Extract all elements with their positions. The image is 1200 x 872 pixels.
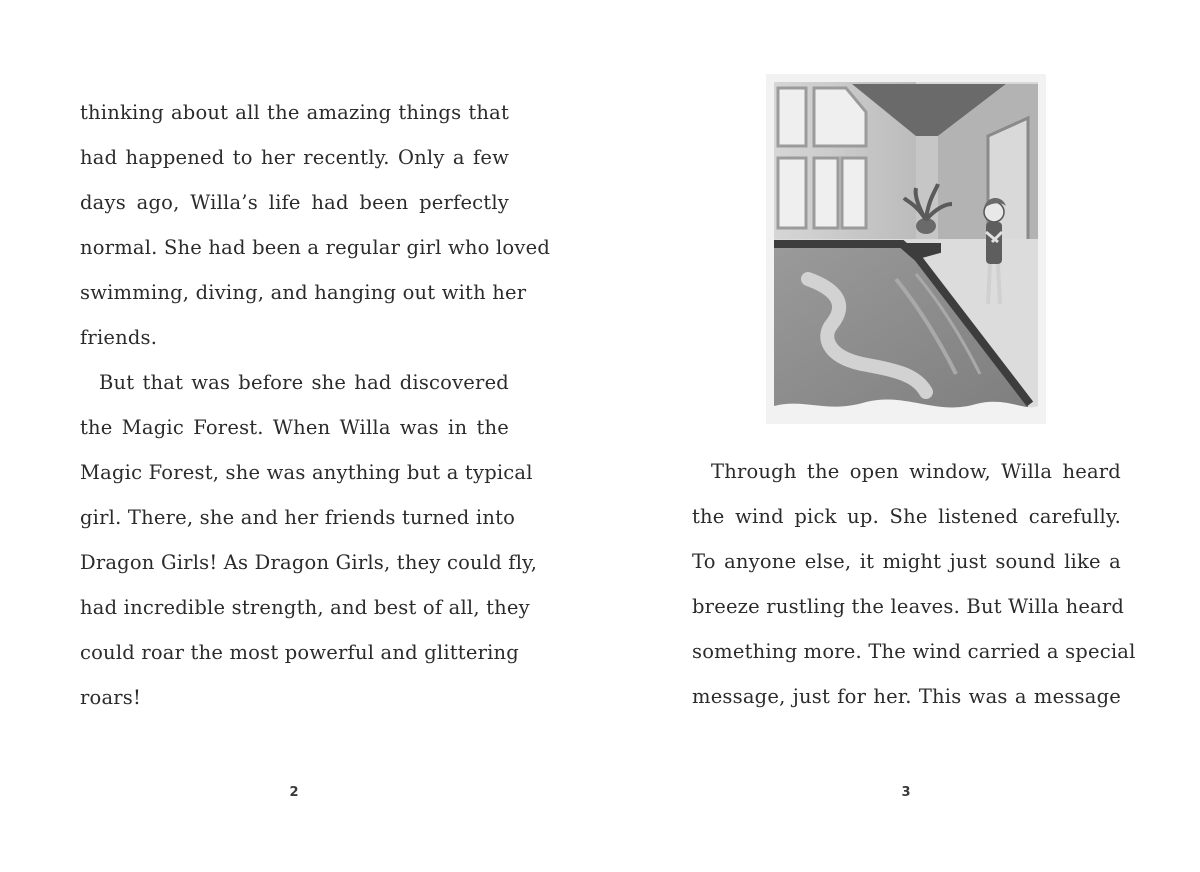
- text-line: had incredible strength, and best of all, they: [80, 596, 530, 619]
- text-line: Dragon Girls! As Dragon Girls, they could fly,: [80, 551, 538, 574]
- left-page-text: [80, 90, 551, 720]
- text-line: swimming, diving, and hanging out with her: [80, 281, 527, 304]
- right-page-text: [692, 449, 1136, 719]
- text-line: had happened to her recently. Only a few: [80, 146, 509, 169]
- text-line: Magic Forest, she was anything but a typical: [80, 461, 533, 484]
- text-line: days ago, Willa’s life had been perfectly: [80, 191, 509, 214]
- page-number: 2: [289, 785, 299, 800]
- text-line: thinking about all the amazing things that: [80, 101, 509, 124]
- text-line: the Magic Forest. When Willa was in the: [80, 416, 509, 439]
- text-line: Through the open window, Willa heard: [711, 460, 1121, 483]
- text-line: normal. She had been a regular girl who loved: [80, 236, 551, 259]
- text-line: girl. There, she and her friends turned into: [80, 506, 516, 529]
- page-number: 3: [901, 785, 911, 800]
- text-line: roars!: [80, 686, 142, 709]
- text-line: To anyone else, it might just sound like a: [692, 550, 1121, 573]
- illustration-girl-at-indoor-pool-icon: [766, 74, 1046, 424]
- text-line: message, just for her. This was a message: [692, 685, 1121, 708]
- text-line: breeze rustling the leaves. But Willa heard: [692, 595, 1125, 618]
- right-page: [600, 0, 1200, 872]
- text-line: But that was before she had discovered: [99, 371, 509, 394]
- text-line: the wind pick up. She listened carefully.: [692, 505, 1121, 528]
- text-line: something more. The wind carried a special: [692, 640, 1136, 663]
- text-line: friends.: [80, 326, 158, 349]
- text-line: could roar the most powerful and glittering: [80, 641, 519, 664]
